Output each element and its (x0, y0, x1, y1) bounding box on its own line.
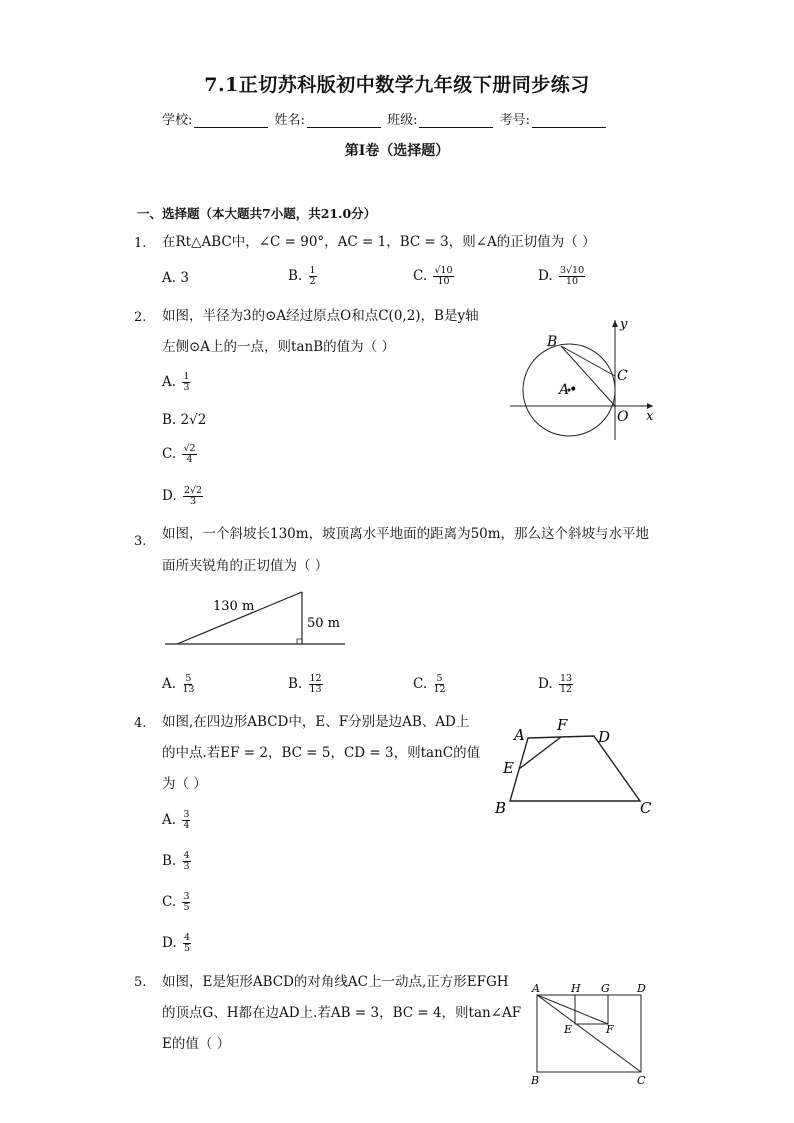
option-letter: D. (162, 935, 177, 951)
option-letter: A. (162, 374, 177, 390)
denominator: 12 (433, 684, 446, 695)
fraction (183, 851, 191, 872)
fraction (182, 674, 194, 695)
q4-number: 4. (134, 716, 147, 731)
segment-af (537, 995, 608, 1024)
quad-abcd (510, 736, 640, 801)
numerator: 4 (183, 932, 190, 943)
label-x: x (646, 409, 654, 424)
label-d: D (637, 982, 646, 995)
q1-option-d[interactable] (538, 266, 585, 287)
q2-option-a[interactable] (162, 372, 190, 393)
height-label: 50 m (307, 616, 341, 631)
denominator: 3 (189, 496, 197, 507)
q2-option-b[interactable] (162, 412, 206, 428)
denominator: 10 (565, 276, 579, 287)
name-label: 姓名: (274, 113, 305, 128)
q4-option-a[interactable] (162, 810, 190, 831)
fraction (559, 266, 585, 287)
q2-circle-figure (505, 312, 665, 442)
denominator: 4 (186, 454, 193, 465)
label-c: C (640, 799, 652, 817)
diagonal-ac (537, 995, 641, 1072)
label-c: C (637, 1074, 646, 1087)
fraction (182, 372, 190, 393)
fraction (559, 674, 573, 695)
numerator: 13 (559, 673, 573, 684)
q3-line1: 如图，一个斜坡长130m，坡顶离水平地面的距离为50m，那么这个斜坡与水平地 (162, 526, 650, 542)
name-blank (307, 114, 381, 128)
option-letter: C. (413, 676, 428, 692)
q4-option-d[interactable] (162, 933, 191, 954)
q4-line1: 如图,在四边形ABCD中，E、F分别是边AB、AD上 (162, 714, 470, 730)
fraction (182, 810, 190, 831)
school-blank (194, 114, 268, 128)
label-e: E (503, 759, 514, 777)
q5-number: 5. (134, 975, 147, 990)
denominator: 2 (309, 276, 316, 287)
q5-line2: 的顶点G、H都在边AD上.若AB = 3，BC = 4，则tan∠AF (162, 1005, 522, 1021)
numerator: 12 (309, 673, 322, 684)
q3-option-b[interactable] (288, 674, 323, 695)
label-o: O (617, 409, 629, 425)
fraction (183, 933, 191, 954)
fraction (309, 674, 323, 695)
school-label: 学校: (162, 113, 193, 128)
label-e: E (564, 1023, 573, 1036)
exam-no-label: 考号: (499, 113, 530, 128)
denominator: 4 (183, 820, 190, 831)
segment-bc (561, 346, 615, 376)
numerator: 3 (183, 891, 190, 902)
denominator: 12 (559, 684, 573, 695)
q4-option-c[interactable] (162, 892, 190, 913)
q5-rectangle-figure (526, 980, 656, 1090)
label-h: H (571, 982, 581, 995)
square-efgh (575, 995, 608, 1024)
q2-line1: 如图，半径为3的⊙A经过原点O和点C(0,2)，B是y轴 (162, 308, 479, 324)
q3-option-d[interactable] (538, 674, 573, 695)
option-letter: A. (162, 676, 177, 692)
section-heading: 一、选择题（本大题共7小题，共21.0分） (137, 206, 377, 221)
option-letter: C. (162, 446, 177, 462)
option-letter: C. (162, 894, 177, 910)
q1-number: 1. (134, 236, 147, 251)
q3-line2: 面所夹锐角的正切值为（ ） (162, 558, 329, 574)
exam-no-blank (532, 114, 606, 128)
option-letter: C. (413, 268, 428, 284)
option-value: 3 (180, 270, 189, 286)
denominator: 13 (182, 684, 195, 695)
fraction (433, 266, 453, 287)
class-label: 班级: (387, 113, 418, 128)
numerator: 3√10 (559, 265, 585, 276)
fraction (433, 674, 445, 695)
page-title: 7.1正切苏科版初中数学九年级下册同步练习 (204, 74, 590, 96)
option-letter: D. (162, 488, 177, 504)
right-angle-mark (297, 639, 302, 644)
fraction (182, 444, 196, 465)
numerator: 5 (436, 673, 443, 684)
numerator: 1 (183, 371, 190, 382)
q2-option-c[interactable] (162, 444, 197, 465)
q2-option-d[interactable] (162, 486, 203, 507)
volume-heading: 第I卷（选择题） (344, 143, 450, 159)
label-a: A• (559, 382, 578, 398)
option-letter: A. (162, 270, 177, 286)
student-info-line (162, 109, 608, 128)
option-letter: B. (288, 676, 303, 692)
label-b: B (495, 799, 507, 817)
option-value: 2√2 (180, 412, 207, 428)
denominator: 5 (183, 943, 190, 954)
q1-option-c[interactable] (413, 266, 454, 287)
fraction (309, 266, 317, 287)
q4-quadrilateral-figure (490, 712, 660, 820)
denominator: 3 (183, 382, 190, 393)
numerator: √2 (183, 443, 196, 454)
fraction (182, 892, 190, 913)
denominator: 13 (309, 684, 322, 695)
fraction (183, 486, 203, 507)
label-a: A (532, 982, 540, 995)
q3-slope-figure (165, 588, 355, 650)
option-letter: D. (538, 268, 553, 284)
q3-option-a[interactable] (162, 674, 194, 695)
option-letter: D. (538, 676, 553, 692)
q5-line1: 如图，E是矩形ABCD的对角线AC上一动点,正方形EFGH (162, 974, 509, 990)
label-f: F (606, 1023, 614, 1036)
numerator: 3 (183, 809, 190, 820)
label-b: B (531, 1074, 540, 1087)
numerator: √10 (434, 265, 453, 276)
option-letter: B. (288, 268, 303, 284)
q3-number: 3. (134, 534, 147, 549)
numerator: 1 (309, 265, 316, 276)
label-c: C (617, 368, 628, 384)
y-axis-arrow (612, 320, 618, 327)
denominator: 3 (183, 861, 190, 872)
q2-number: 2. (134, 310, 147, 325)
slope-length-label: 130 m (213, 599, 255, 614)
label-y: y (620, 317, 628, 332)
label-b: B (547, 334, 558, 350)
q4-line3: 为（ ） (162, 776, 207, 792)
q3-option-c[interactable] (413, 674, 446, 695)
label-g: G (601, 982, 610, 995)
option-letter: B. (162, 853, 177, 869)
q5-line3: E的值（ ） (162, 1036, 231, 1052)
option-letter: B. (162, 412, 177, 428)
class-blank (419, 114, 493, 128)
q1-option-b[interactable] (288, 266, 317, 287)
numerator: 5 (185, 673, 192, 684)
q1-text: 在Rt△ABC中，∠C = 90°，AC = 1，BC = 3，则∠A的正切值为（ ） (162, 234, 596, 250)
denominator: 10 (437, 276, 450, 287)
q4-option-b[interactable] (162, 851, 191, 872)
label-a: A (514, 726, 525, 744)
numerator: 2√2 (183, 485, 203, 496)
segment-ef (519, 737, 561, 769)
denominator: 5 (183, 902, 190, 913)
q2-line2: 左侧⊙A上的一点，则tanB的值为（ ） (162, 339, 395, 355)
q4-line2: 的中点.若EF = 2，BC = 5，CD = 3，则tanC的值 (162, 745, 481, 761)
q1-option-a[interactable] (162, 270, 189, 286)
numerator: 4 (183, 850, 190, 861)
option-letter: A. (162, 812, 177, 828)
label-f: F (557, 716, 568, 734)
label-d: D (598, 728, 611, 746)
